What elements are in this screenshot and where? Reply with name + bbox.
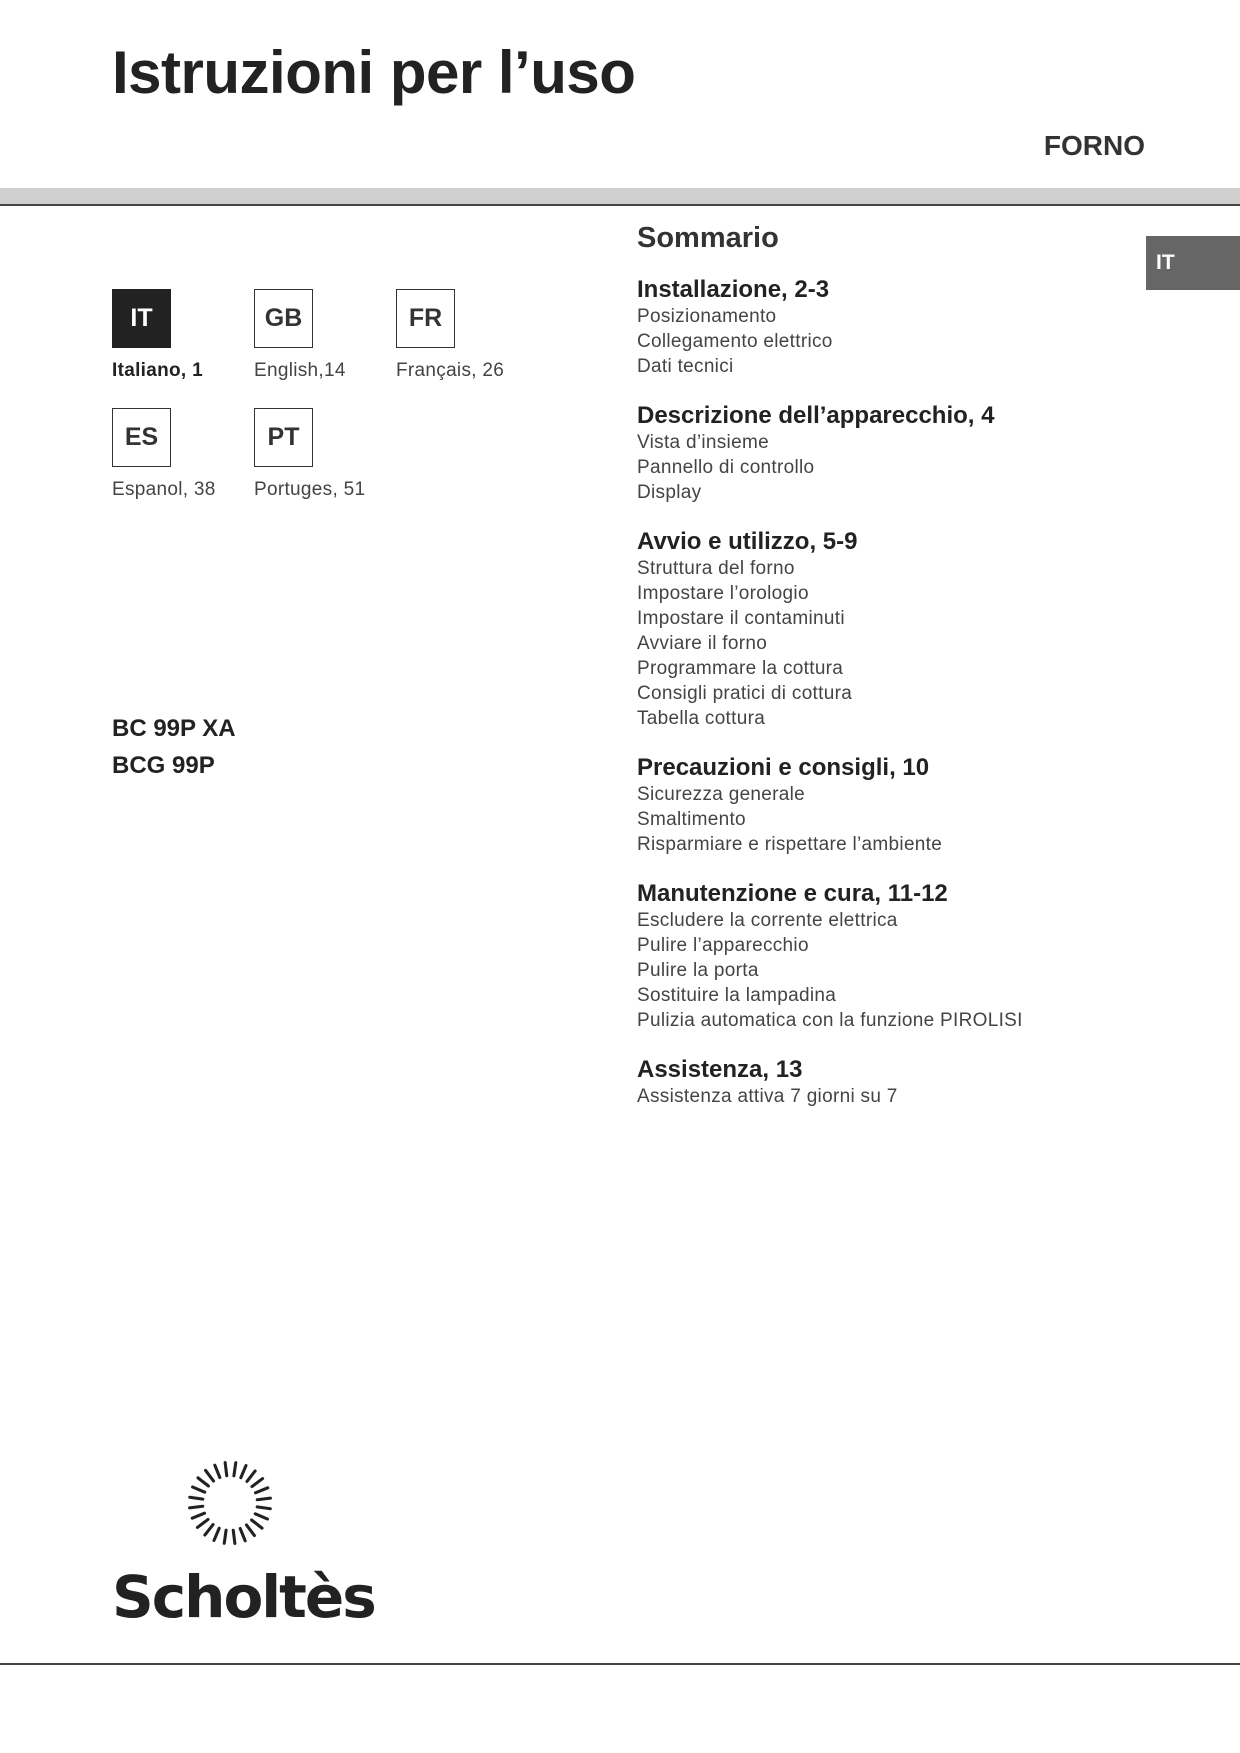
toc-item: Pulire l’apparecchio xyxy=(637,935,809,956)
toc-item: Avviare il forno xyxy=(637,633,768,654)
logo-ray xyxy=(255,1505,272,1510)
header-band xyxy=(0,188,1240,204)
toc-item: Escludere la corrente elettrica xyxy=(637,910,898,931)
language-item-pt[interactable] xyxy=(254,408,404,501)
model-name: BCG 99P xyxy=(112,752,215,779)
logo-ray xyxy=(223,1528,228,1545)
toc-item: Struttura del forno xyxy=(637,558,795,579)
logo-ray xyxy=(256,1496,273,1501)
toc-heading: Descrizione dell’apparecchio, 4 xyxy=(637,402,995,429)
sunburst-logo-icon xyxy=(182,1455,278,1551)
toc-item: Pulire la porta xyxy=(637,960,759,981)
language-label: Français, 26 xyxy=(396,360,505,381)
toc-item: Collegamento elettrico xyxy=(637,331,833,352)
toc-item: Consigli pratici di cottura xyxy=(637,683,853,704)
logo-ray xyxy=(195,1517,210,1529)
toc-item: Programmare la cottura xyxy=(637,658,844,679)
toc-item: Tabella cottura xyxy=(637,708,766,729)
toc-item: Risparmiare e rispettare l’ambiente xyxy=(637,834,943,855)
language-item-gb[interactable] xyxy=(254,289,404,382)
logo-ray xyxy=(239,1464,248,1480)
toc-item: Impostare il contaminuti xyxy=(637,608,845,629)
toc-section xyxy=(637,879,1107,1033)
toc-heading: Installazione, 2-3 xyxy=(637,276,830,303)
language-label: Portuges, 51 xyxy=(254,479,366,500)
logo-ray xyxy=(213,1463,222,1479)
language-code-box: FR xyxy=(396,289,455,348)
language-label: English,14 xyxy=(254,360,346,381)
toc-item: Sostituire la lampadina xyxy=(637,985,837,1006)
logo-ray xyxy=(245,1469,257,1484)
language-code-box: ES xyxy=(112,408,171,467)
logo-ray xyxy=(203,1522,215,1537)
toc-item: Sicurezza generale xyxy=(637,784,806,805)
logo-ray xyxy=(232,1461,237,1478)
logo-ray xyxy=(188,1496,205,1501)
toc-item: Impostare l’orologio xyxy=(637,583,809,604)
toc-heading: Assistenza, 13 xyxy=(637,1056,803,1083)
logo-ray xyxy=(253,1512,269,1521)
logo-ray xyxy=(188,1505,205,1510)
toc-item: Pannello di controllo xyxy=(637,457,815,478)
language-code-box: GB xyxy=(254,289,313,348)
logo-ray xyxy=(203,1468,215,1483)
language-item-fr[interactable] xyxy=(396,289,546,382)
product-type: FORNO xyxy=(1043,130,1145,161)
toc-item: Display xyxy=(637,482,702,503)
language-label: Espanol, 38 xyxy=(112,479,216,500)
language-label: Italiano, 1 xyxy=(112,360,203,381)
model-name: BC 99P XA xyxy=(112,715,236,742)
brand-name: Scholtès xyxy=(112,1563,375,1631)
language-code-box: IT xyxy=(112,289,171,348)
toc-section xyxy=(637,401,1107,505)
logo-ray xyxy=(253,1486,269,1495)
language-code-box: PT xyxy=(254,408,313,467)
logo-ray xyxy=(232,1529,237,1546)
language-item-es[interactable] xyxy=(112,408,262,501)
logo-ray xyxy=(190,1511,206,1520)
logo-ray xyxy=(196,1476,211,1488)
current-language-tab: IT xyxy=(1146,236,1240,290)
header-divider xyxy=(0,204,1240,206)
toc-section xyxy=(637,753,1107,857)
toc-item: Posizionamento xyxy=(637,306,777,327)
toc-title: Sommario xyxy=(637,222,779,254)
toc-section xyxy=(637,527,1107,731)
language-item-it[interactable] xyxy=(112,289,262,382)
logo-ray xyxy=(250,1476,265,1488)
toc-item: Pulizia automatica con la funzione PIROLISI xyxy=(637,1010,1023,1031)
footer-divider xyxy=(0,1663,1240,1665)
toc-heading: Avvio e utilizzo, 5-9 xyxy=(637,528,858,555)
logo-ray xyxy=(249,1518,264,1530)
toc-heading: Manutenzione e cura, 11-12 xyxy=(637,880,948,907)
logo-ray xyxy=(212,1526,221,1542)
model-list xyxy=(112,710,236,784)
document-title: Istruzioni per l’uso xyxy=(112,39,636,106)
toc-heading: Precauzioni e consigli, 10 xyxy=(637,754,930,781)
toc-item: Assistenza attiva 7 giorni su 7 xyxy=(637,1086,898,1107)
table-of-contents xyxy=(637,222,1107,1131)
toc-section xyxy=(637,275,1107,379)
logo-ray xyxy=(191,1485,207,1494)
logo-ray xyxy=(244,1523,256,1538)
toc-item: Vista d’insieme xyxy=(637,432,769,453)
toc-item: Dati tecnici xyxy=(637,356,734,377)
toc-item: Smaltimento xyxy=(637,809,746,830)
logo-ray xyxy=(238,1526,247,1542)
logo-ray xyxy=(223,1461,228,1478)
toc-section xyxy=(637,1055,1107,1109)
